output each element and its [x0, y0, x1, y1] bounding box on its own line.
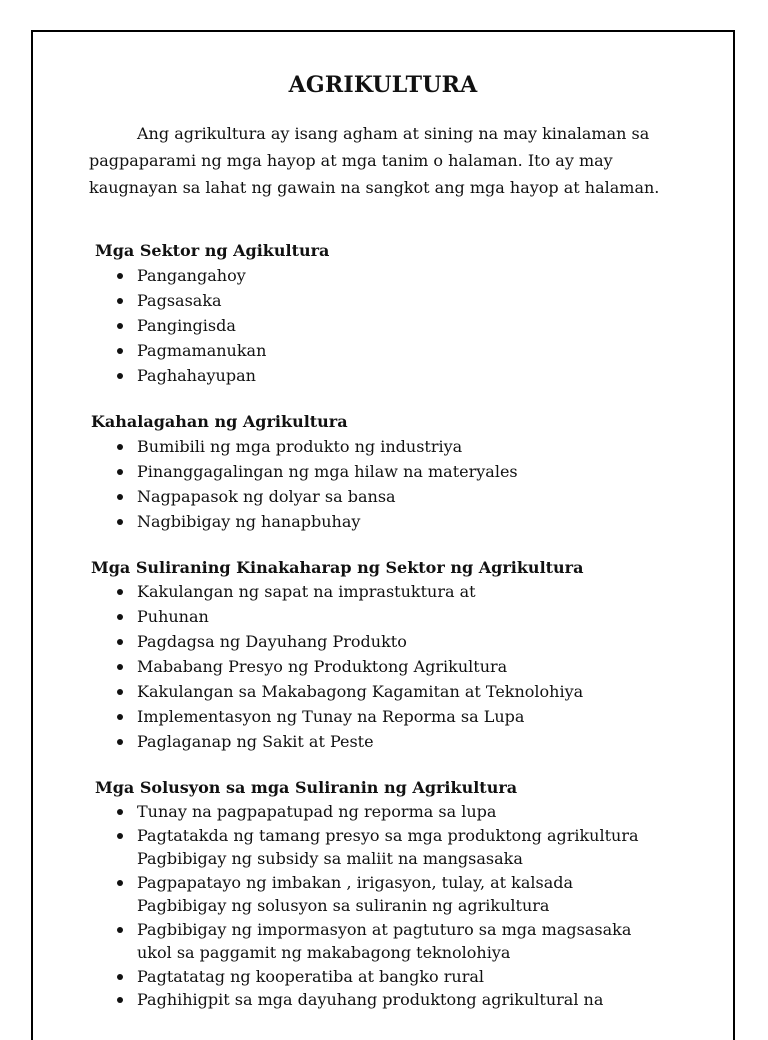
list-item: Nagbibigay ng hanapbuhay	[117, 509, 518, 534]
list-item-line: Pagtatakda ng tamang presyo sa mga produktong agrikultura	[137, 825, 639, 845]
list-item	[117, 918, 639, 965]
list-item-line: Pagbibigay ng subsidy sa maliit na mangsasaka	[137, 849, 523, 868]
list-item: Paglaganap ng Sakit at Peste	[117, 729, 583, 754]
list-item	[117, 824, 639, 871]
document-page	[31, 30, 735, 1040]
section-heading-solusyon: Mga Solusyon sa mga Suliranin ng Agrikultura	[95, 778, 518, 797]
list-item: Kakulangan sa Makabagong Kagamitan at Teknolohiya	[117, 679, 583, 704]
list-item: Mababang Presyo ng Produktong Agrikultura	[117, 654, 583, 679]
list-solusyon	[117, 800, 639, 1012]
list-item	[117, 871, 639, 918]
list-item: Pagdagsa ng Dayuhang Produkto	[117, 629, 583, 654]
list-item	[117, 800, 639, 824]
list-item-line: Pagpapatayo ng imbakan , irigasyon, tulay, at kalsada	[137, 872, 574, 892]
list-sektor	[117, 263, 266, 388]
list-item: Bumibili ng mga produkto ng industriya	[117, 434, 518, 459]
list-item: Kakulangan ng sapat na imprastuktura at	[117, 579, 583, 604]
list-item-line: Tunay na pagpapatupad ng reporma sa lupa	[137, 802, 497, 821]
list-item-line: Pagbibigay ng solusyon sa suliranin ng agrikultura	[137, 896, 550, 915]
section-heading-suliranin: Mga Suliraning Kinakaharap ng Sektor ng Agrikultura	[91, 558, 584, 577]
list-item: Implementasyon ng Tunay na Reporma sa Lupa	[117, 704, 583, 729]
list-item-line: Pagtatatag ng kooperatiba at bangko rural	[137, 966, 485, 986]
intro-paragraph: Ang agrikultura ay isang agham at sining na may kinalaman sa pagpaparami ng mga hayop at mga tanim o halaman. Ito ay may kaugnayan sa lahat ng gawain na sangkot ang mga hayop at halaman.	[89, 124, 660, 197]
list-item: Paghahayupan	[117, 363, 266, 388]
list-item: Pagmamanukan	[117, 338, 266, 363]
list-suliranin	[117, 579, 583, 754]
list-item	[117, 988, 639, 1012]
list-item: Puhunan	[117, 604, 583, 629]
section-heading-kahalagahan: Kahalagahan ng Agrikultura	[91, 412, 348, 431]
list-item	[117, 965, 639, 989]
list-item-line: ukol sa paggamit ng makabagong teknolohiya	[137, 943, 511, 962]
list-item: Pangangahoy	[117, 263, 266, 288]
list-item-line: Paghihigpit sa mga dayuhang produktong agrikultural na	[137, 990, 604, 1009]
list-item-line: Pagbibigay ng impormasyon at pagtuturo sa mga magsasaka	[137, 919, 632, 939]
page-title: AGRIKULTURA	[288, 72, 478, 98]
list-kahalagahan	[117, 434, 518, 534]
section-heading-sektor: Mga Sektor ng Agikultura	[95, 241, 330, 260]
list-item: Nagpapasok ng dolyar sa bansa	[117, 484, 518, 509]
list-item: Pangingisda	[117, 313, 266, 338]
list-item: Pinanggagalingan ng mga hilaw na materyales	[117, 459, 518, 484]
list-item: Pagsasaka	[117, 288, 266, 313]
